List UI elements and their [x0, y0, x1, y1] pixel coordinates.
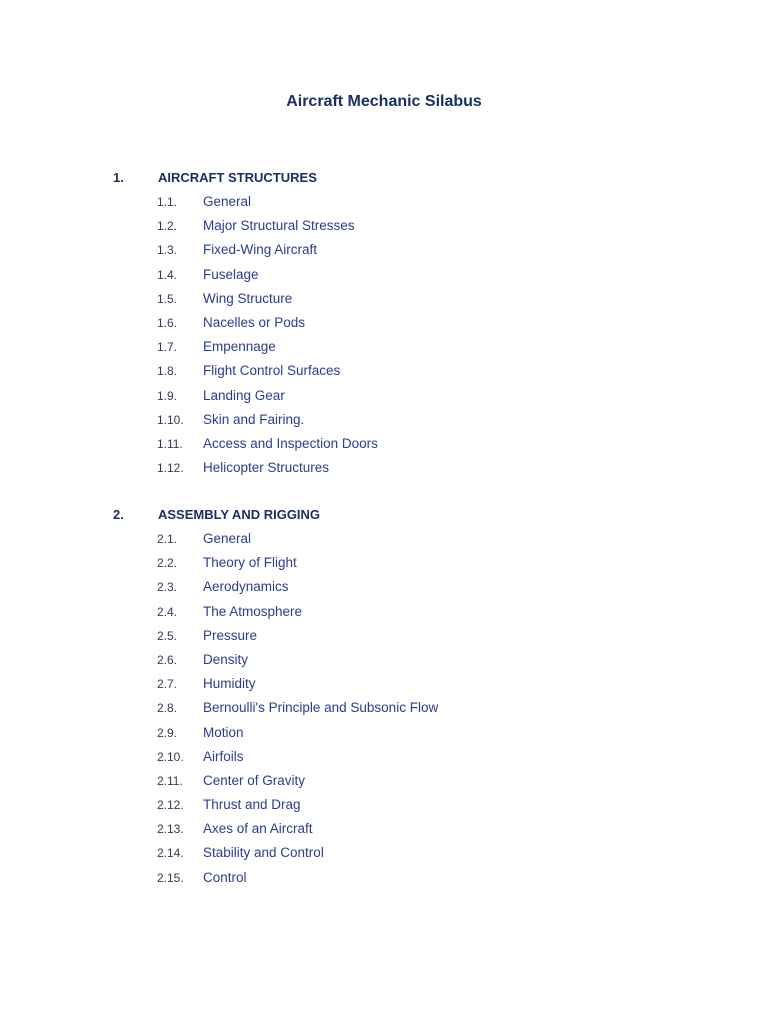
list-item — [0, 769, 768, 793]
list-item — [0, 817, 768, 841]
item-label: General — [203, 531, 252, 546]
list-item — [0, 745, 768, 769]
list-item — [0, 575, 768, 599]
item-number: 1.10. — [157, 412, 184, 427]
list-item — [0, 721, 768, 745]
item-label: Flight Control Surfaces — [203, 363, 341, 379]
section-aircraft-structures — [0, 166, 768, 480]
item-label: Landing Gear — [203, 387, 285, 403]
section-title: AIRCRAFT STRUCTURES — [158, 170, 317, 185]
list-item — [0, 287, 768, 311]
item-label: Helicopter Structures — [203, 460, 330, 476]
section-assembly-and-rigging — [0, 503, 768, 890]
list-item — [0, 456, 768, 480]
item-label: Fuselage — [203, 266, 259, 282]
list-item — [0, 408, 768, 432]
list-item — [0, 696, 768, 720]
item-number: 1.9. — [157, 388, 178, 403]
item-number: 2.6. — [157, 652, 178, 667]
item-number: 1.2. — [157, 219, 178, 234]
item-label: Airfoils — [203, 748, 244, 764]
item-number: 2.1. — [157, 532, 178, 546]
list-item — [0, 841, 768, 865]
list-item — [0, 214, 768, 238]
list-item — [0, 384, 768, 408]
item-label: Thrust and Drag — [203, 797, 301, 813]
item-number: 2.13. — [157, 822, 184, 837]
item-label: Theory of Flight — [203, 555, 297, 571]
item-number: 1.1. — [157, 195, 178, 209]
item-number: 2.5. — [157, 628, 178, 643]
section-heading — [0, 503, 768, 527]
item-number: 2.3. — [157, 580, 178, 595]
section-heading — [0, 166, 768, 190]
list-item — [0, 793, 768, 817]
section-number: 1. — [113, 170, 124, 185]
item-label: The Atmosphere — [203, 603, 303, 619]
item-label: Wing Structure — [203, 290, 293, 306]
item-label: General — [203, 194, 252, 209]
list-item — [0, 432, 768, 456]
item-label: Density — [203, 651, 249, 667]
item-number: 2.14. — [157, 846, 184, 861]
item-number: 2.9. — [157, 725, 178, 740]
item-number: 2.11. — [157, 773, 183, 788]
item-number: 1.7. — [157, 340, 178, 355]
item-number: 2.2. — [157, 556, 178, 571]
item-label: Major Structural Stresses — [203, 218, 355, 234]
list-item — [0, 648, 768, 672]
item-label: Skin and Fairing. — [203, 411, 305, 427]
list-item — [0, 263, 768, 287]
item-label: Nacelles or Pods — [203, 314, 306, 330]
item-number: 2.12. — [157, 798, 184, 813]
item-number: 1.3. — [157, 243, 178, 258]
page-title: Aircraft Mechanic Silabus — [286, 93, 482, 110]
item-label: Center of Gravity — [203, 772, 306, 788]
item-number: 2.4. — [157, 604, 178, 619]
item-number: 1.6. — [157, 315, 178, 330]
item-label: Axes of an Aircraft — [203, 821, 313, 837]
item-label: Aerodynamics — [203, 579, 289, 595]
list-item — [0, 238, 768, 262]
item-number: 2.15. — [157, 870, 184, 885]
item-number: 2.8. — [157, 701, 178, 716]
list-item — [0, 866, 768, 890]
item-number: 1.8. — [157, 364, 178, 379]
item-label: Access and Inspection Doors — [203, 435, 378, 451]
item-number: 2.10. — [157, 749, 184, 764]
list-item — [0, 190, 768, 214]
list-item — [0, 600, 768, 624]
item-label: Control — [203, 869, 247, 885]
item-number: 1.5. — [157, 291, 178, 306]
list-item — [0, 335, 768, 359]
list-item — [0, 359, 768, 383]
item-label: Motion — [203, 724, 244, 740]
list-item — [0, 624, 768, 648]
list-item — [0, 672, 768, 696]
section-number: 2. — [113, 507, 124, 522]
list-item — [0, 527, 768, 551]
list-item — [0, 311, 768, 335]
item-label: Stability and Control — [203, 845, 324, 861]
section-title: ASSEMBLY AND RIGGING — [158, 507, 321, 522]
item-number: 2.7. — [157, 677, 178, 692]
item-label: Humidity — [203, 676, 256, 692]
item-label: Bernoulli's Principle and Subsonic Flow — [203, 700, 439, 716]
item-label: Fixed-Wing Aircraft — [203, 242, 318, 258]
list-item — [0, 551, 768, 575]
item-number: 1.4. — [157, 267, 178, 282]
item-label: Empennage — [203, 339, 276, 355]
item-number: 1.11. — [157, 436, 183, 451]
item-number: 1.12. — [157, 461, 184, 476]
item-label: Pressure — [203, 627, 258, 643]
